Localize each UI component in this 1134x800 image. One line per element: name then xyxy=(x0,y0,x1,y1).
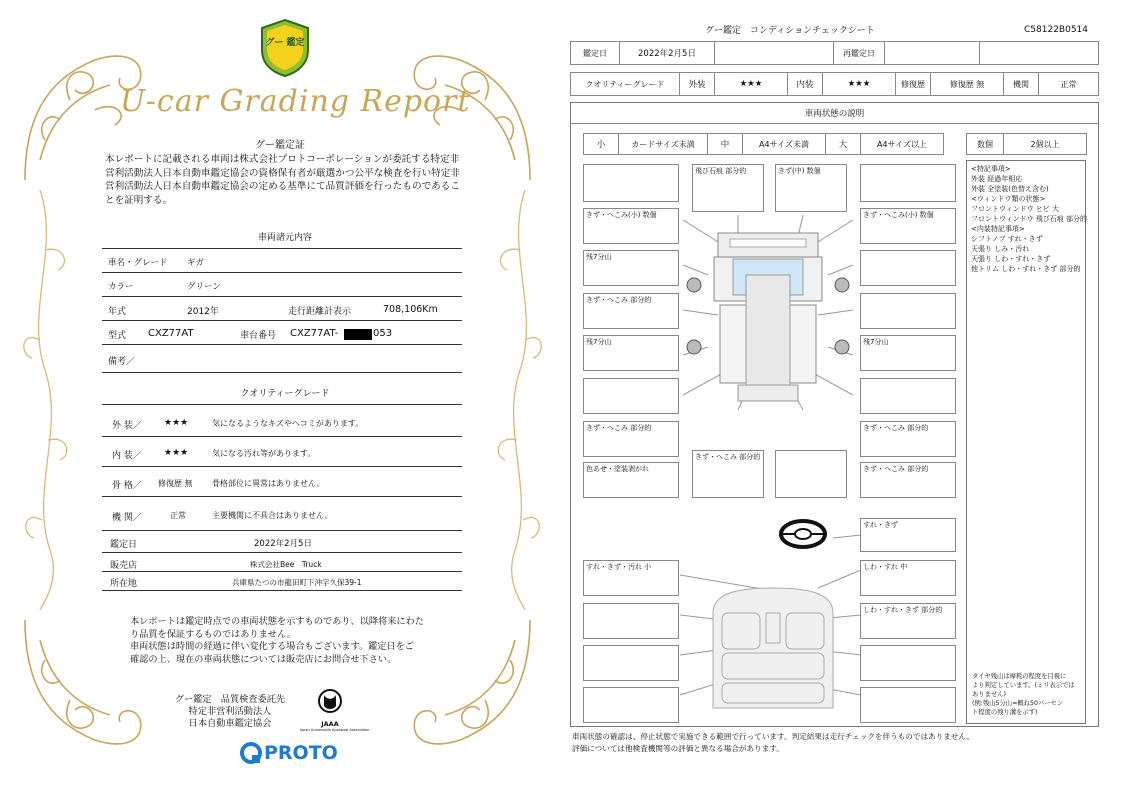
spec-heading: 車両諸元内容 xyxy=(257,233,312,243)
grade-label-cell: クオリティーグレード xyxy=(570,72,680,96)
note-line: 外装 経過年相応 xyxy=(971,175,1023,183)
note-line: 他トリム しわ・すれ・きず 部分的 xyxy=(971,265,1081,273)
jaaa-subtext: Japan Automobile Appraisal Association xyxy=(300,728,370,732)
footer-line: 日本自動車鑑定協会 xyxy=(188,718,272,729)
certificate-intro: 本レポートに記載される車両は株式会社プロトコーポレーションが委託する特定非営利活動法人日本自動車鑑定協会の資格保有者が厳選かつ公平な検査を行い特定非営利活動法人日本自動車鑑定協会の定める基準にて品質評価を行ったものであることを証明する。 xyxy=(105,154,460,206)
engine-value-cell: 正常 xyxy=(1038,72,1099,96)
footer-association xyxy=(160,694,300,730)
interior-label-box xyxy=(583,687,679,723)
damage-label-box: きず・へこみ(小) 数個 xyxy=(583,208,679,244)
appraisal-date-label: 鑑定日 xyxy=(110,540,138,550)
repair-label-cell: 修復歴 xyxy=(895,72,931,96)
grading-certificate xyxy=(0,0,565,800)
interior-label-box xyxy=(860,645,956,681)
damage-label-box xyxy=(583,378,679,414)
exterior-stars: ★★★ xyxy=(164,418,189,428)
interior-label-box: しわ・すれ 中 xyxy=(860,560,956,596)
frame-label: 骨 格／ xyxy=(112,481,142,491)
note-line: <ウィンドウ類の状態> xyxy=(971,195,1046,203)
special-notes-box xyxy=(966,160,1086,724)
jaaa-emblem-icon xyxy=(315,688,345,716)
damage-label-box xyxy=(860,250,956,286)
vine-right-icon xyxy=(485,190,545,610)
engine-label: 機 関／ xyxy=(112,513,142,523)
interior-seats-diagram-icon xyxy=(708,583,838,713)
damage-label-box: きず・へこみ(小) 数個 xyxy=(860,208,956,244)
exterior-label: 外 装／ xyxy=(112,421,142,431)
damage-label-box: きず・へこみ 部分的 xyxy=(860,421,956,457)
size-small: 小 xyxy=(583,133,619,155)
interior-label-box xyxy=(583,603,679,639)
chassis-label: 車台番号 xyxy=(240,331,277,341)
model-value: CXZ77AT xyxy=(148,328,194,339)
tire-note-line: タイヤ残山は摩耗の程度を目視に xyxy=(972,673,1067,680)
sheet-footer-2: 評価については他検査機関等の評価と異なる場合があります。 xyxy=(572,744,784,753)
damage-label-box: 飛び石痕 部分的 xyxy=(692,164,764,212)
sheet-title: グー鑑定 コンディションチェックシート xyxy=(705,26,875,36)
interior-label-box xyxy=(860,687,956,723)
model-label: 型式 xyxy=(108,331,127,341)
blank-cell xyxy=(714,41,834,65)
damage-label-box xyxy=(860,164,956,202)
damage-label-box: 残7分山 xyxy=(583,250,679,286)
note-line: <内装特記事項> xyxy=(971,225,1025,233)
ext-value-cell: ★★★ xyxy=(714,72,788,96)
interior-stars: ★★★ xyxy=(164,448,189,458)
damage-label-box: きず(中) 数個 xyxy=(775,164,847,212)
date-label-cell: 鑑定日 xyxy=(570,41,620,65)
dealer-label: 販売店 xyxy=(110,561,138,571)
size-mid-desc: A4サイズ未満 xyxy=(742,133,826,155)
truck-diagram-icon xyxy=(678,215,858,410)
doc-id: C58122B0514 xyxy=(1024,25,1088,35)
interior-label-box: すれ・きず xyxy=(860,518,956,552)
address-label: 所在地 xyxy=(110,579,138,589)
damage-label-box: 色あせ・塗装剥がれ xyxy=(583,462,679,498)
dealer-value: 株式会社Bee Truck xyxy=(250,560,322,569)
repair-value-cell: 修復歴 無 xyxy=(930,72,1004,96)
note-line: 天張り しわ・すれ・きず xyxy=(971,255,1051,263)
engine-value: 正常 xyxy=(170,511,186,520)
disclaimer-line: 車両状態は時間の経過に伴い変化する場合もございます。鑑定日をご xyxy=(130,641,415,652)
size-large-desc: A4サイズ以上 xyxy=(860,133,944,155)
report-script-title: U-car Grading Report xyxy=(120,84,471,119)
engine-label-cell: 機関 xyxy=(1003,72,1039,96)
int-label-cell: 内装 xyxy=(787,72,823,96)
damage-label-box: きず・へこみ 部分的 xyxy=(860,462,956,498)
tire-note-line: ありません) xyxy=(972,691,1006,698)
damage-label-box: 残7分山 xyxy=(860,335,956,371)
disclaimer xyxy=(130,616,450,666)
note-line: シフトノブ すれ・きず xyxy=(971,235,1043,243)
condition-check-sheet xyxy=(568,0,1134,800)
proto-text: PROTO xyxy=(264,742,338,764)
damage-label-box: きず・へこみ 部分的 xyxy=(583,421,679,457)
jaaa-text: JAAA xyxy=(321,720,339,728)
disclaimer-line: 確認の上、現在の車両状態については販売店にお問合せ下さい。 xyxy=(130,653,397,665)
interior-comment: 気になる汚れ等があります。 xyxy=(212,449,316,458)
blank-cell xyxy=(884,41,980,65)
vehicle-value: ギガ xyxy=(187,258,205,268)
disclaimer-line: 本レポートは鑑定時点での車両状態を示すものであり、以降将来にわた xyxy=(130,616,424,627)
exterior-comment: 気になるようなキズやヘコミがあります。 xyxy=(212,419,364,428)
damage-label-box: きず・へこみ 部分的 xyxy=(583,293,679,329)
footer-line: グー鑑定 品質検査委託先 xyxy=(174,694,286,705)
year-label: 年式 xyxy=(108,307,127,317)
interior-label: 内 装／ xyxy=(112,451,142,461)
blank-cell xyxy=(979,41,1099,65)
damage-label-box xyxy=(860,378,956,414)
tire-note-line: より判定しています。(ミリ表示では xyxy=(972,682,1075,689)
vehicle-label: 車名・グレード xyxy=(108,258,168,268)
mileage-label: 走行距離計表示 xyxy=(288,307,352,317)
damage-label-box xyxy=(860,293,956,329)
damage-label-box xyxy=(583,164,679,202)
damage-label-box: きず・へこみ 部分的 xyxy=(692,450,764,498)
note-line: フロントウィンドウ 飛び石痕 部分的 xyxy=(971,215,1088,223)
tire-note-line: ト程度の残り溝を示す) xyxy=(972,709,1038,716)
appraisal-date-value: 2022年2月5日 xyxy=(254,539,312,549)
frame-comment: 骨格部位に異常はありません。 xyxy=(212,479,325,488)
year-value: 2012年 xyxy=(187,307,219,317)
note-line: <特記事項> xyxy=(971,165,1011,173)
note-line: 天張り しみ・汚れ xyxy=(971,245,1030,253)
count-label: 数個 xyxy=(966,133,1004,155)
remarks-label: 備考／ xyxy=(108,357,136,367)
tire-note-line: (例:残山5分山=概ね50パーセン xyxy=(972,700,1064,707)
proto-mark-icon xyxy=(240,742,262,764)
quality-heading: クオリティーグレード xyxy=(240,389,330,399)
engine-comment: 主要機関に不具合はありません。 xyxy=(212,511,333,520)
footer-line: 特定非営利活動法人 xyxy=(188,706,272,717)
reappraisal-label-cell: 再鑑定日 xyxy=(833,41,885,65)
vine-left-icon xyxy=(20,190,80,610)
chassis-suffix: 053 xyxy=(373,328,393,339)
damage-label-box: 残7分山 xyxy=(583,335,679,371)
desc-heading: 車両状態の説明 xyxy=(570,102,1099,124)
date-value-cell: 2022年2月5日 xyxy=(619,41,715,65)
mileage-value: 708,106Km xyxy=(383,304,438,315)
interior-label-box xyxy=(583,645,679,681)
int-value-cell: ★★★ xyxy=(822,72,896,96)
count-desc: 2個以上 xyxy=(1003,133,1087,155)
chassis-prefix: CXZ77AT- xyxy=(290,328,339,339)
proto-logo xyxy=(240,740,338,766)
certificate-subtitle: グー鑑定証 xyxy=(255,140,305,151)
size-mid: 中 xyxy=(707,133,743,155)
disclaimer-line: り品質を保証するものではありません。 xyxy=(130,628,296,640)
jaaa-logo xyxy=(300,688,370,738)
goo-kantei-logo xyxy=(258,18,312,78)
size-large: 大 xyxy=(825,133,861,155)
interior-label-box: しわ・すれ・きず 部分的 xyxy=(860,603,956,639)
note-line: フロントウィンドウ ヒビ 大 xyxy=(971,205,1060,213)
frame-value: 修復歴 無 xyxy=(158,479,193,488)
note-line: 外装 全塗装(色替え含む) xyxy=(971,185,1049,193)
interior-label-box: すれ・きず・汚れ 小 xyxy=(583,560,679,596)
address-value: 兵庫県たつの市龍田町下沖字久保39-1 xyxy=(232,578,362,587)
redacted-block xyxy=(344,329,372,340)
color-label: カラー xyxy=(108,282,134,292)
size-small-desc: カードサイズ未満 xyxy=(618,133,708,155)
sheet-footer-1: 車両状態の確認は、停止状態で実施できる範囲で行っています。判定結果は走行チェックを伴うものではありません。 xyxy=(572,732,975,741)
logo-text: グー 鑑定 xyxy=(265,38,305,48)
damage-label-box xyxy=(775,450,847,498)
tire-note xyxy=(972,672,1084,717)
ext-label-cell: 外装 xyxy=(679,72,715,96)
color-value: グリーン xyxy=(187,282,221,292)
